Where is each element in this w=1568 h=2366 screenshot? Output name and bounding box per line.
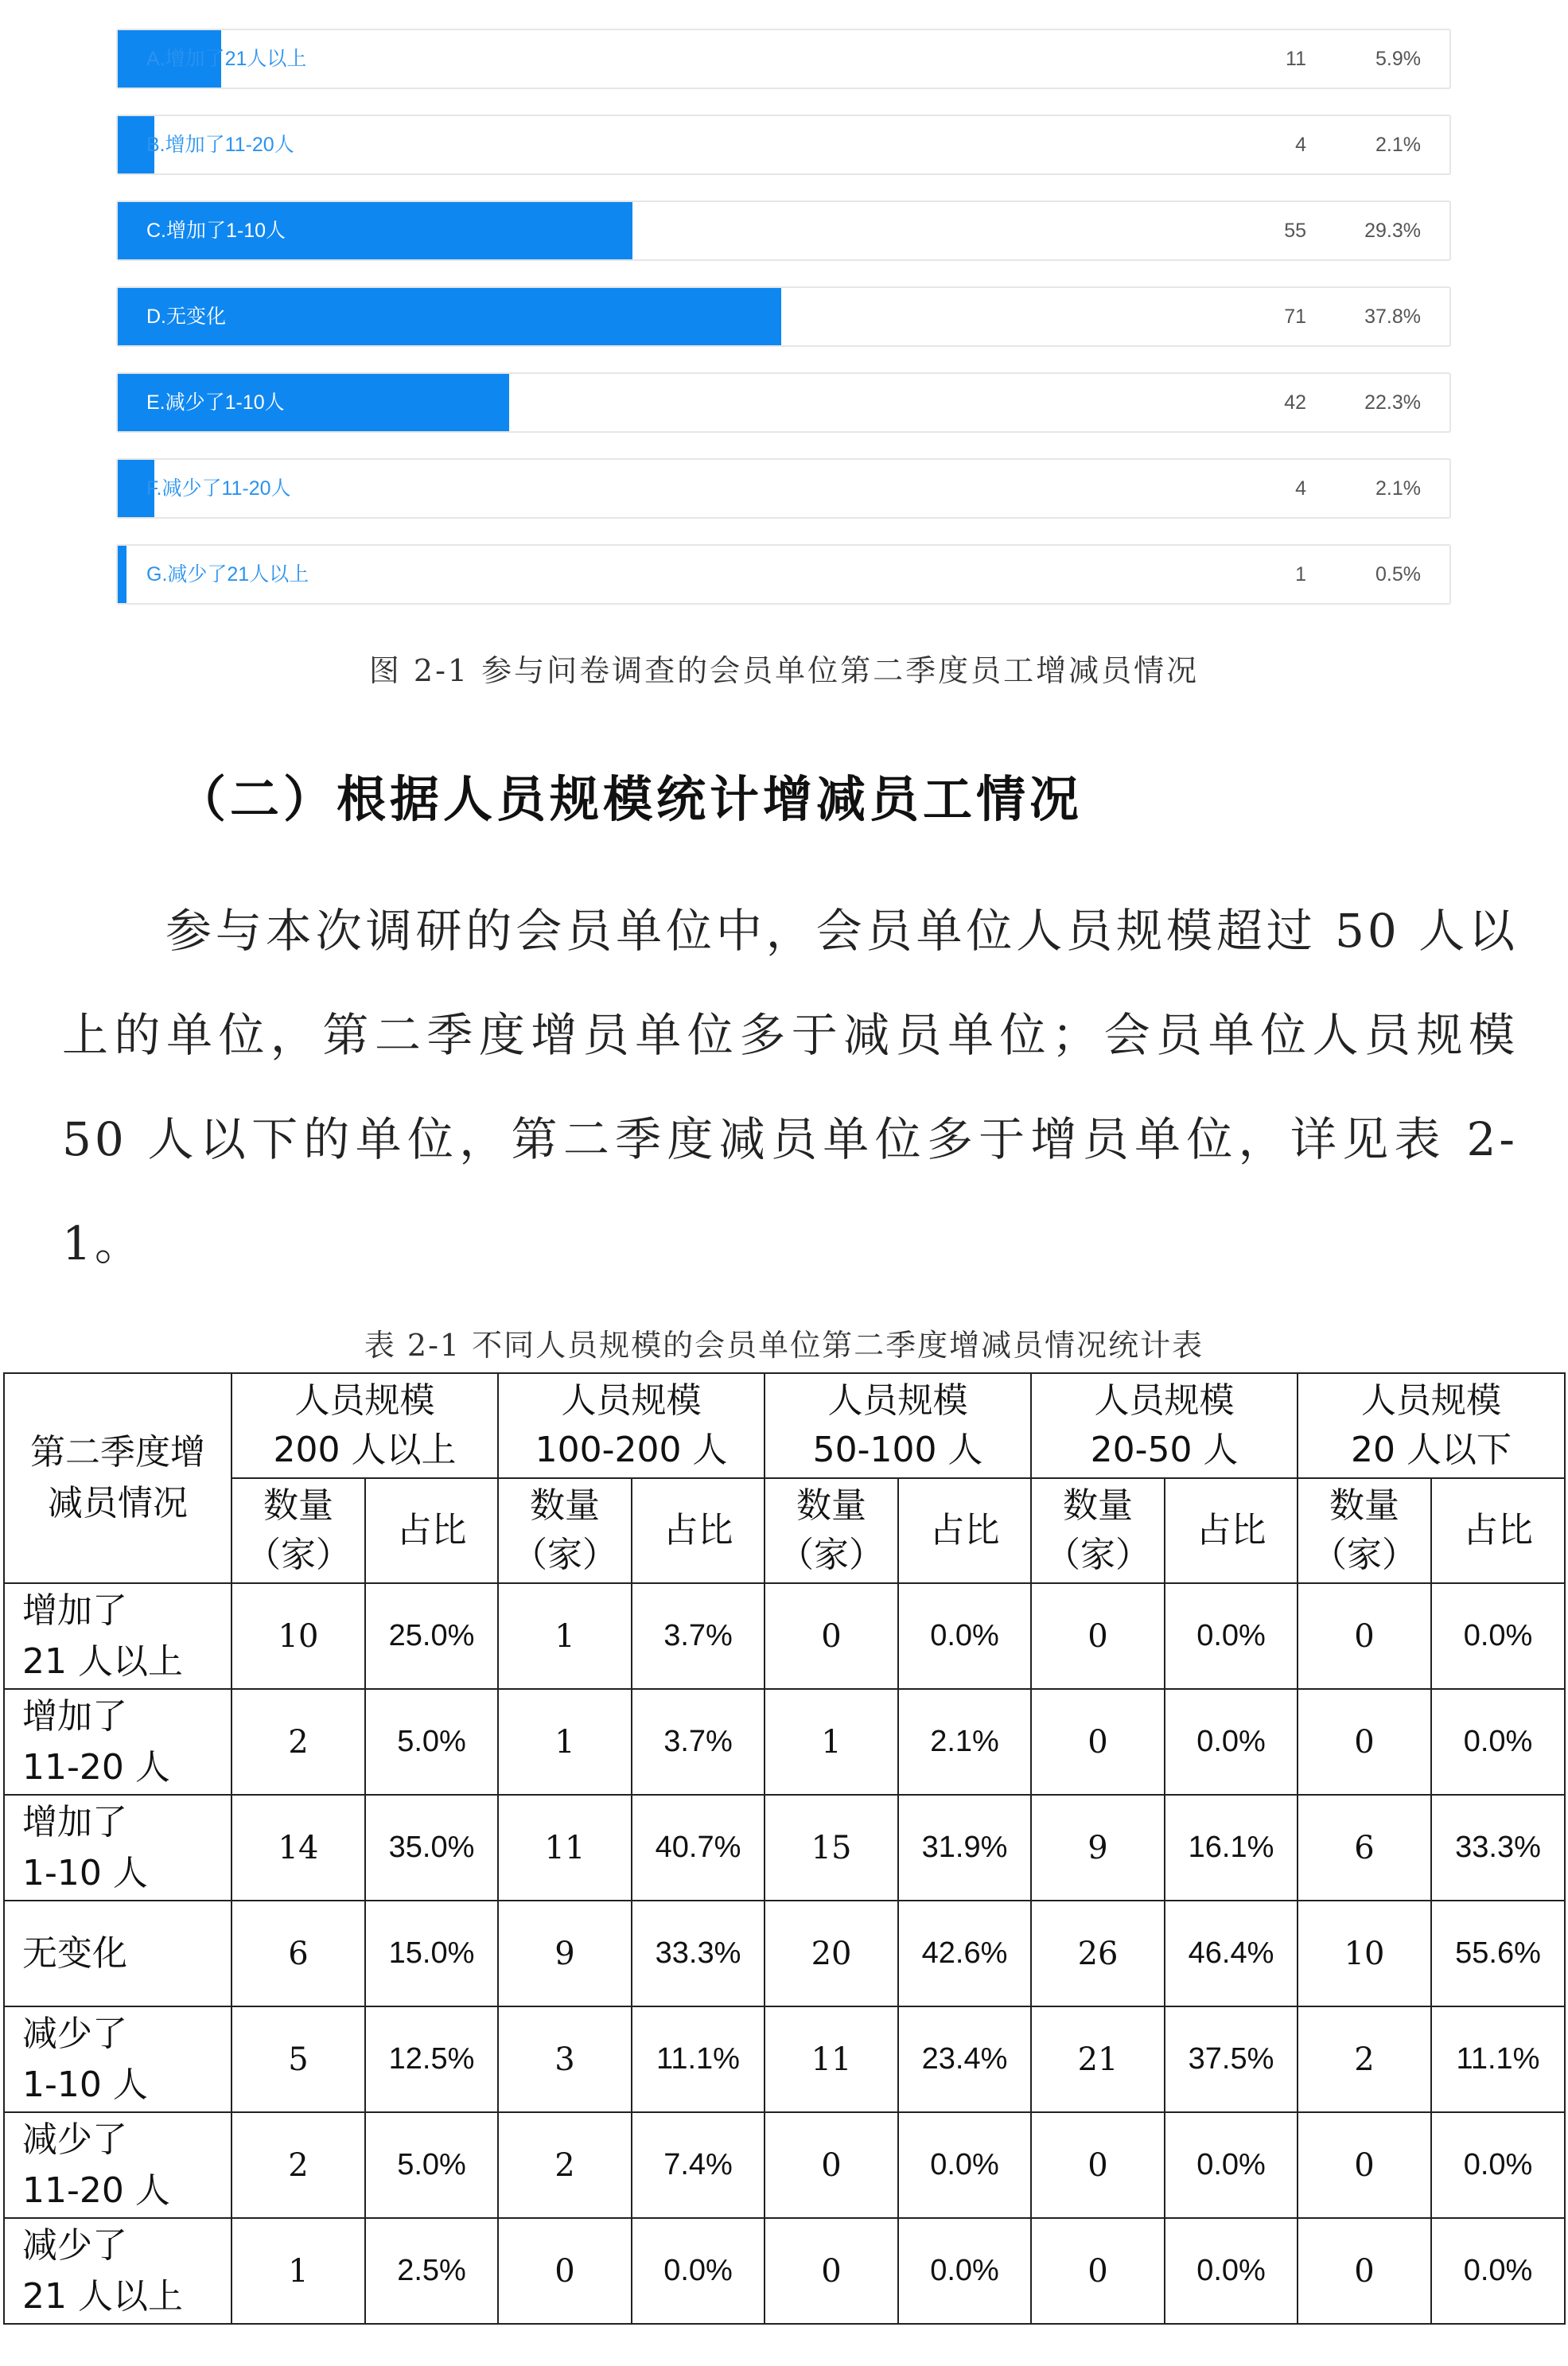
percent-cell: 16.1% — [1165, 1795, 1298, 1901]
percent-cell: 0.0% — [898, 2112, 1031, 2218]
count-cell: 10 — [232, 1583, 365, 1689]
percent-cell: 0.0% — [1165, 1689, 1298, 1795]
count-cell: 20 — [765, 1901, 898, 2006]
percent-cell: 25.0% — [365, 1583, 498, 1689]
count-cell: 0 — [498, 2218, 632, 2324]
percent-cell: 0.0% — [1165, 1583, 1298, 1689]
percent-cell: 0.0% — [1165, 2218, 1298, 2324]
count-cell: 21 — [1031, 2006, 1165, 2112]
size-group-header: 人员规模 20-50 人 — [1031, 1373, 1298, 1478]
count-cell: 15 — [765, 1795, 898, 1901]
percent-header: 占比 — [365, 1478, 498, 1583]
percent-cell: 0.0% — [632, 2218, 765, 2324]
bar-row — [116, 544, 1451, 605]
bar-row — [116, 458, 1451, 519]
table-row — [4, 1689, 1565, 1795]
row-label: 增加了 1-10 人 — [4, 1795, 232, 1901]
percent-cell: 33.3% — [632, 1901, 765, 2006]
bar-percent-label: 2.1% — [1375, 477, 1421, 500]
bar-percent-label: 5.9% — [1375, 48, 1421, 70]
row-label: 减少了 11-20 人 — [4, 2112, 232, 2218]
percent-header: 占比 — [898, 1478, 1031, 1583]
percent-cell: 0.0% — [898, 2218, 1031, 2324]
percent-cell: 23.4% — [898, 2006, 1031, 2112]
count-cell: 1 — [498, 1583, 632, 1689]
count-header: 数量 （家） — [765, 1478, 898, 1583]
bar-count-label: 4 — [1295, 477, 1306, 500]
percent-cell: 5.0% — [365, 2112, 498, 2218]
count-cell: 2 — [498, 2112, 632, 2218]
section-heading: （二）根据人员规模统计增减员工情况 — [177, 770, 1084, 828]
percent-cell: 7.4% — [632, 2112, 765, 2218]
table-caption: 表 2-1 不同人员规模的会员单位第二季度增减员情况统计表 — [364, 1328, 1204, 1363]
row-label: 增加了 11-20 人 — [4, 1689, 232, 1795]
bar-row — [116, 29, 1451, 89]
count-cell: 2 — [1298, 2006, 1431, 2112]
bar-percent-label: 37.8% — [1364, 305, 1421, 328]
count-cell: 0 — [1298, 2112, 1431, 2218]
percent-header: 占比 — [1165, 1478, 1298, 1583]
bar-count-label: 4 — [1295, 134, 1306, 156]
bar-label: E.减少了1-10人 — [146, 391, 285, 414]
count-header: 数量 （家） — [1298, 1478, 1431, 1583]
percent-cell: 42.6% — [898, 1901, 1031, 2006]
percent-cell: 5.0% — [365, 1689, 498, 1795]
count-cell: 14 — [232, 1795, 365, 1901]
bar-label: F.减少了11-20人 — [146, 477, 291, 500]
count-cell: 2 — [232, 1689, 365, 1795]
count-cell: 0 — [1031, 2112, 1165, 2218]
count-cell: 0 — [1298, 1583, 1431, 1689]
percent-cell: 12.5% — [365, 2006, 498, 2112]
percent-cell: 0.0% — [1431, 2112, 1565, 2218]
bar-percent-label: 22.3% — [1364, 391, 1421, 414]
percent-cell: 15.0% — [365, 1901, 498, 2006]
percent-header: 占比 — [1431, 1478, 1565, 1583]
table-row — [4, 1795, 1565, 1901]
bar-row — [116, 372, 1451, 433]
bar — [118, 546, 126, 603]
bar-count-label: 55 — [1284, 220, 1306, 242]
table-subheader-row — [4, 1478, 1565, 1583]
count-cell: 1 — [232, 2218, 365, 2324]
count-cell: 0 — [1031, 2218, 1165, 2324]
bar-row — [116, 286, 1451, 347]
count-cell: 0 — [1298, 1689, 1431, 1795]
bar-count-label: 1 — [1295, 563, 1306, 586]
table-row — [4, 2218, 1565, 2324]
row-label: 无变化 — [4, 1901, 232, 2006]
size-group-header: 人员规模 50-100 人 — [765, 1373, 1031, 1478]
percent-header: 占比 — [632, 1478, 765, 1583]
table-row — [4, 2112, 1565, 2218]
bar-label: D.无变化 — [146, 305, 227, 328]
count-cell: 0 — [765, 1583, 898, 1689]
count-cell: 0 — [765, 2218, 898, 2324]
row-label: 增加了 21 人以上 — [4, 1583, 232, 1689]
row-label: 减少了 1-10 人 — [4, 2006, 232, 2112]
percent-cell: 3.7% — [632, 1583, 765, 1689]
count-header: 数量 （家） — [232, 1478, 365, 1583]
percent-cell: 3.7% — [632, 1689, 765, 1795]
percent-cell: 11.1% — [1431, 2006, 1565, 2112]
bar-percent-label: 2.1% — [1375, 134, 1421, 156]
count-cell: 11 — [765, 2006, 898, 2112]
count-cell: 6 — [1298, 1795, 1431, 1901]
percent-cell: 37.5% — [1165, 2006, 1298, 2112]
figure-caption: 图 2-1 参与问卷调查的会员单位第二季度员工增减员情况 — [368, 653, 1200, 688]
bar-label: G.减少了21人以上 — [146, 563, 309, 586]
bar-label: A.增加了21人以上 — [146, 48, 307, 70]
percent-cell: 46.4% — [1165, 1901, 1298, 2006]
count-cell: 10 — [1298, 1901, 1431, 2006]
bar-label: B.增加了11-20人 — [146, 134, 294, 156]
count-cell: 11 — [498, 1795, 632, 1901]
percent-cell: 2.5% — [365, 2218, 498, 2324]
bar-percent-label: 0.5% — [1375, 563, 1421, 586]
count-cell: 0 — [1298, 2218, 1431, 2324]
table-header-row — [4, 1373, 1565, 1478]
table-row — [4, 1583, 1565, 1689]
count-cell: 26 — [1031, 1901, 1165, 2006]
percent-cell: 0.0% — [1431, 2218, 1565, 2324]
size-group-header: 人员规模 100-200 人 — [498, 1373, 765, 1478]
count-cell: 0 — [765, 2112, 898, 2218]
count-cell: 1 — [498, 1689, 632, 1795]
bar-count-label: 42 — [1284, 391, 1306, 414]
count-cell: 9 — [498, 1901, 632, 2006]
bar-count-label: 11 — [1286, 48, 1306, 70]
size-group-header: 人员规模 200 人以上 — [232, 1373, 498, 1478]
corner-header: 第二季度增 减员情况 — [4, 1373, 232, 1583]
count-cell: 0 — [1031, 1583, 1165, 1689]
count-cell: 3 — [498, 2006, 632, 2112]
bar-row — [116, 115, 1451, 175]
count-cell: 9 — [1031, 1795, 1165, 1901]
count-cell: 6 — [232, 1901, 365, 2006]
percent-cell: 0.0% — [1165, 2112, 1298, 2218]
table-row — [4, 2006, 1565, 2112]
stats-table — [3, 1372, 1566, 2325]
count-cell: 0 — [1031, 1689, 1165, 1795]
percent-cell: 2.1% — [898, 1689, 1031, 1795]
body-paragraph: 参与本次调研的会员单位中，会员单位人员规模超过 50 人以上的单位，第二季度增员单位多于减员单位；会员单位人员规模 50 人以下的单位，第二季度减员单位多于增员单位，详见表 2-1。 — [62, 904, 1518, 1271]
count-header: 数量 （家） — [1031, 1478, 1165, 1583]
count-header: 数量 （家） — [498, 1478, 632, 1583]
percent-cell: 40.7% — [632, 1795, 765, 1901]
percent-cell: 35.0% — [365, 1795, 498, 1901]
bar-row — [116, 200, 1451, 261]
percent-cell: 31.9% — [898, 1795, 1031, 1901]
bar-percent-label: 29.3% — [1364, 220, 1421, 242]
count-cell: 2 — [232, 2112, 365, 2218]
table-row — [4, 1901, 1565, 2006]
percent-cell: 0.0% — [1431, 1689, 1565, 1795]
size-group-header: 人员规模 20 人以下 — [1298, 1373, 1565, 1478]
percent-cell: 11.1% — [632, 2006, 765, 2112]
bar-label: C.增加了1-10人 — [146, 220, 286, 242]
count-cell: 1 — [765, 1689, 898, 1795]
percent-cell: 0.0% — [898, 1583, 1031, 1689]
bar-count-label: 71 — [1284, 305, 1306, 328]
percent-cell: 33.3% — [1431, 1795, 1565, 1901]
row-label: 减少了 21 人以上 — [4, 2218, 232, 2324]
percent-cell: 0.0% — [1431, 1583, 1565, 1689]
count-cell: 5 — [232, 2006, 365, 2112]
percent-cell: 55.6% — [1431, 1901, 1565, 2006]
